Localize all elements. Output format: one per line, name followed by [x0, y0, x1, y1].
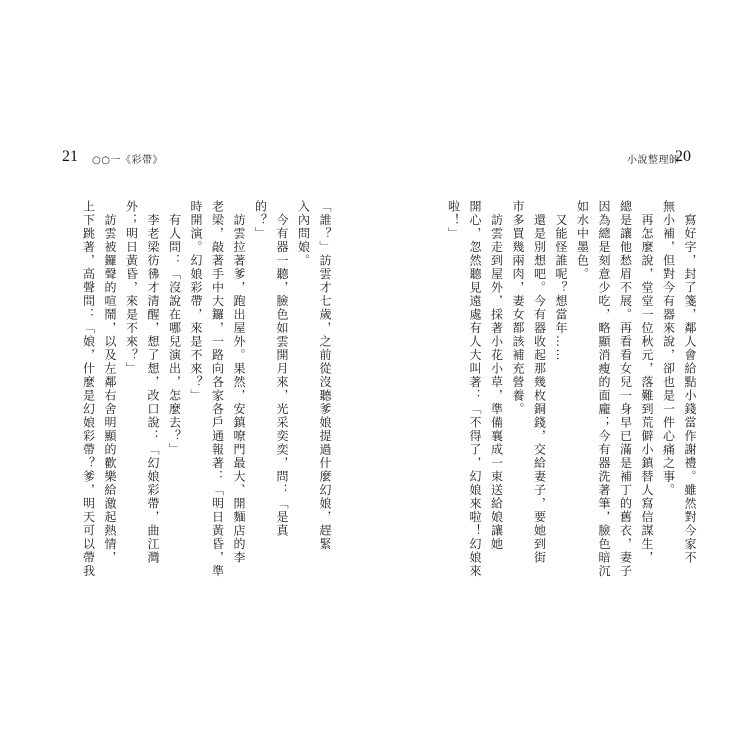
text-line: 寫好字，封了箋，鄰人會給點小錢當作謝禮。雖然對今家不 [683, 200, 697, 565]
left-page-text [60, 200, 335, 620]
text-line: 外；明日黃昏，來是不來？」 [124, 200, 139, 376]
text-line: 開心，忽然聽見遠處有人大叫著：「不得了，幻娘來啦！幻娘來 [468, 200, 482, 578]
text-line: 老梁，敲著手中大鑼，一路向各家各戶通報著：「明日黃昏，準 [210, 200, 225, 578]
text-line: 李老梁彷彿才清醒，想了想，改口說：「幻娘彩帶，曲江灣 [146, 200, 160, 565]
text-line: 無小補，但對今有器來說，卻也是一件心痛之事。 [661, 200, 676, 497]
left-page [60, 200, 335, 620]
text-line: 今有器一聽，臉色如雲開月來，光采奕奕，問：「是真 [275, 200, 289, 538]
text-line: 還是別想吧。今有器收起那幾枚銅錢，交給妻子，要她到街 [532, 200, 547, 565]
text-line: 啦！」 [446, 200, 461, 241]
left-running-head: ○○一《彩帶》 [92, 155, 163, 166]
text-line: 時開演。幻娘彩帶，來是不來？」 [189, 200, 203, 403]
text-line: 的？」 [253, 200, 268, 241]
text-line: 如水中墨色。 [575, 200, 590, 281]
text-line: 「誰？」訪雲才七歲，之前從沒聽爹娘提過什麼幻娘，趕緊 [318, 200, 332, 551]
right-page [400, 200, 700, 620]
text-line: 有人問：「沒說在哪兒演出，怎麼去？」 [167, 200, 182, 457]
text-line: 訪雲被鑼聲的喧鬧，以及左鄰右舍明顯的歡樂給激起熱情， [103, 200, 117, 565]
text-line: 因為總是刻意少吃，略顯消瘦的面龐；今有器洗著筆，臉色暗沉 [597, 200, 611, 578]
text-line: 訪雲走到屋外，採著小花小草，準備襄成一束送給娘讓她 [489, 200, 504, 551]
text-line: 再怎麼說，堂堂一位秋元，落難到荒僻小鎮替人寫信謀生， [640, 200, 654, 565]
right-running-head: 小說整理師 [627, 155, 680, 166]
right-page-number: 20 [675, 148, 691, 165]
right-page-text [400, 200, 700, 620]
text-line: 市多買幾兩肉，妻女都該補充營養。 [511, 200, 525, 416]
text-line: 又能怪誰呢？想當年…… [554, 200, 568, 362]
text-line: 訪雲拉著爹，跑出屋外。果然，安鎮嘹門最大、開麵店的李 [232, 200, 246, 565]
text-line: 上下跳著，高聲問：「娘，什麼是幻娘彩帶？爹，明天可以帶我 [81, 200, 96, 578]
text-line: 總是讓他愁眉不展。再看看女兒一身早已滿是補丁的舊衣，妻子 [618, 200, 633, 578]
text-line: 入內問娘。 [296, 200, 311, 268]
left-page-number: 21 [62, 148, 78, 165]
